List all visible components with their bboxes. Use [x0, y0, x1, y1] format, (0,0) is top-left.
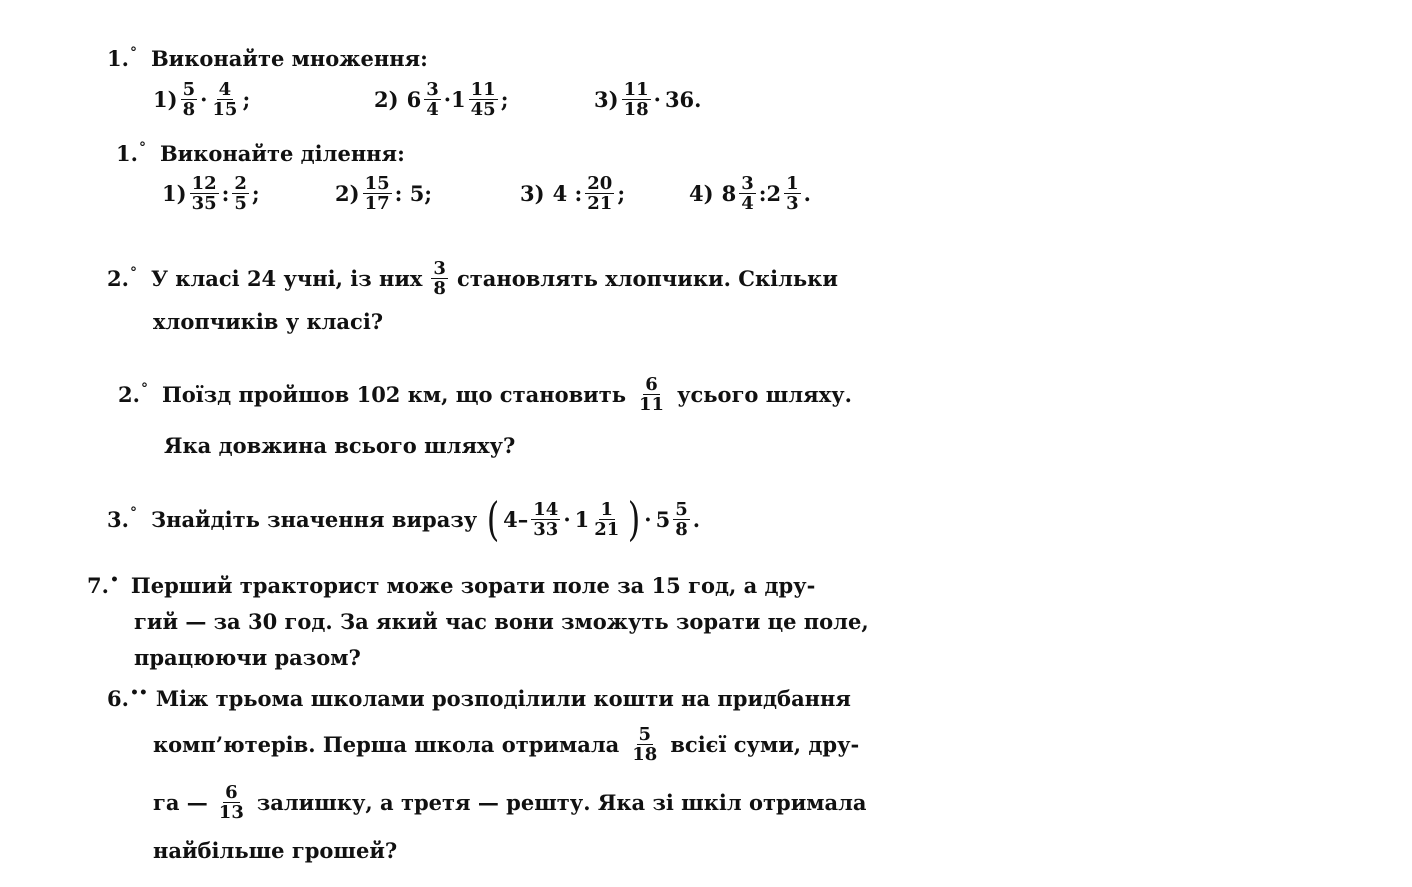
item-2: [335, 174, 432, 213]
problem-line-2: [134, 609, 869, 634]
problem-number: 3.: [107, 506, 129, 532]
problem-text: хлопчиків у класі?: [153, 309, 384, 334]
problem-text: Між трьома школами розподілили кошти на придбання: [155, 686, 851, 711]
problem-line-1: [87, 573, 815, 598]
problem-text: га —: [153, 790, 208, 815]
fraction: $\frac{2}{5}$: [234, 173, 247, 214]
problem-number: 2.: [107, 266, 129, 291]
problem-text: Поїзд пройшов 102 км, що становить: [161, 382, 627, 407]
terminator: ;: [251, 181, 260, 206]
difficulty-mark: °: [140, 380, 148, 397]
difficulty-mark: ••: [129, 684, 148, 701]
item-rest: 36.: [664, 87, 702, 112]
item-3: [520, 174, 625, 213]
problem-text: найбільше грошей?: [153, 838, 398, 863]
problem-number: 1.: [116, 141, 138, 166]
problem-title: Виконайте ділення:: [159, 141, 405, 166]
item-label: 1): [153, 87, 178, 112]
minus-sign: –: [517, 506, 529, 532]
problem-text: всієї суми, дру-: [670, 732, 860, 757]
problem-line-1: [107, 492, 701, 546]
item-label: 2): [374, 87, 399, 112]
item-label: 3): [594, 87, 619, 112]
item-label: 2): [335, 181, 360, 206]
fraction: $\frac{4}{15}$: [212, 79, 238, 120]
mixed-number: 8 $\frac{3}{4}$: [721, 173, 754, 214]
item-label: 1): [162, 181, 187, 206]
fraction: $\frac{6}{13}$: [218, 782, 244, 823]
problem-line-4: [153, 838, 397, 863]
difficulty-mark: •: [109, 571, 119, 588]
problem-number: 6.: [107, 686, 129, 711]
problem-text: гий — за 30 год. За який час вони зможуть зорати це поле,: [134, 609, 869, 634]
fraction: $\frac{5}{8}$: [182, 79, 196, 120]
terminator: ;: [617, 181, 626, 206]
problem-line-2: [164, 433, 515, 458]
operator: :: [758, 181, 767, 206]
operator: :: [221, 181, 230, 206]
fraction: $\frac{6}{11}$: [639, 374, 665, 415]
problem-number: 7.: [87, 573, 109, 598]
problem-line-3: [153, 783, 867, 822]
difficulty-mark: °: [129, 505, 137, 521]
problem-number: 1.: [107, 46, 129, 71]
problem-text: Знайдіть значення виразу: [150, 506, 478, 532]
problem-line-1: [118, 375, 852, 414]
mixed-number: 1 $\frac{11}{45}$: [451, 79, 496, 120]
mixed-number: 1 $\frac{1}{21}$: [574, 498, 620, 540]
operator: ·: [653, 87, 661, 112]
fraction: $\frac{14}{33}$: [533, 498, 559, 540]
problem-text: Перший тракторист може зорати поле за 15 год, а дру-: [130, 573, 816, 598]
open-paren: (: [486, 492, 500, 546]
item-3: [594, 80, 701, 119]
problem-text: усього шляху.: [677, 382, 852, 407]
terminator: ;: [242, 87, 251, 112]
fraction: $\frac{11}{18}$: [623, 79, 649, 120]
problem-text: У класі 24 учні, із них: [150, 266, 423, 291]
problem-text: працюючи разом?: [134, 645, 361, 670]
fraction: $\frac{5}{18}$: [632, 724, 658, 765]
problem-line-3: [134, 645, 361, 670]
difficulty-mark: °: [129, 264, 137, 281]
operator: ·: [644, 506, 652, 532]
item-1: [162, 174, 260, 213]
operator: ·: [563, 506, 571, 532]
problem-line-1: [107, 259, 838, 298]
mixed-number: 5 $\frac{5}{8}$: [655, 498, 688, 540]
item-label: 3): [520, 181, 545, 206]
difficulty-mark: °: [129, 44, 137, 61]
terminator: .: [692, 506, 701, 532]
mixed-number: 6 $\frac{3}{4}$: [406, 79, 439, 120]
terminator: ;: [500, 87, 509, 112]
problem-text: Яка довжина всього шляху?: [164, 433, 516, 458]
close-paren: ): [628, 492, 641, 546]
fraction: $\frac{12}{35}$: [191, 173, 217, 214]
problem-text: становлять хлопчики. Скільки: [456, 266, 838, 291]
number-4: 4: [503, 506, 518, 532]
item-2: [374, 80, 508, 119]
problem-text: комп’ютерів. Перша школа отримала: [153, 732, 620, 757]
problem-text: залишку, а третя — решту. Яка зі шкіл отримала: [256, 790, 867, 815]
problem-title: Виконайте множення:: [150, 46, 428, 71]
problem-line-2: [153, 309, 383, 334]
fraction: $\frac{3}{8}$: [433, 258, 446, 299]
operator: ·: [200, 87, 208, 112]
item-lead: 4 :: [552, 181, 583, 206]
operator: ·: [443, 87, 452, 112]
fraction: $\frac{15}{17}$: [364, 173, 390, 214]
mixed-number: 2 $\frac{1}{3}$: [766, 173, 799, 214]
terminator: .: [803, 181, 811, 206]
item-1: [153, 80, 250, 119]
problem-1-heading: [107, 46, 428, 71]
problem-line-2: [153, 725, 859, 764]
item-4: [689, 174, 811, 213]
problem-line-1: [107, 686, 851, 711]
item-rest: : 5;: [394, 181, 433, 206]
difficulty-mark: °: [138, 139, 146, 156]
fraction: $\frac{20}{21}$: [587, 173, 613, 214]
problem-1-heading: [116, 141, 405, 166]
problem-number: 2.: [118, 382, 140, 407]
item-label: 4): [689, 181, 714, 206]
